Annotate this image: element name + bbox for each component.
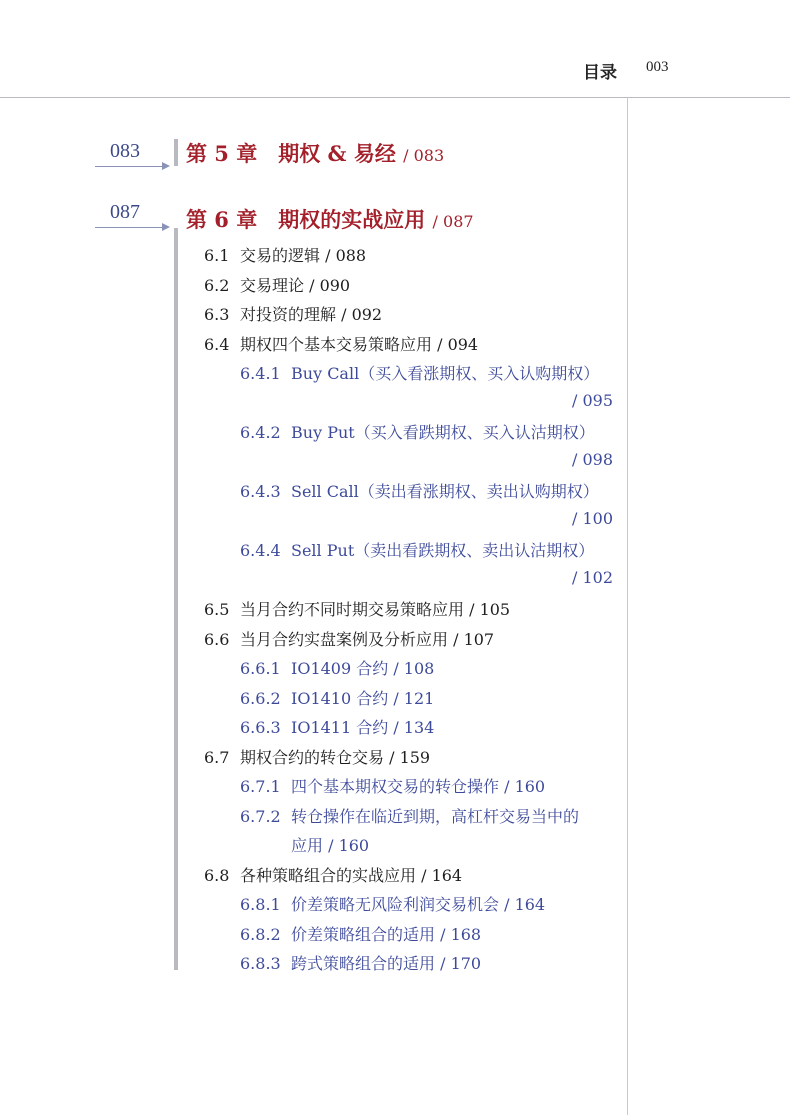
margin-pointer-line (95, 166, 163, 167)
chapter-5-heading[interactable] (186, 138, 444, 168)
toc-entry-6-8-1[interactable]: 6.8.1 价差策略无风险利润交易机会 / 164 (240, 895, 546, 914)
chapter-6-bar (174, 228, 178, 970)
toc-entry-6-7-2[interactable]: 6.7.2 转仓操作在临近到期，高杠杆交易当中的 (240, 807, 580, 826)
toc-entry-6-7-2-continued: 应用 / 160 (291, 836, 370, 855)
toc-entry-6-8-3[interactable]: 6.8.3 跨式策略组合的适用 / 170 (240, 954, 482, 973)
toc-entry-6-6-1[interactable]: 6.6.1 IO1409 合约 / 108 (240, 659, 435, 678)
toc-entry-6-6[interactable]: 6.6 当月合约实盘案例及分析应用 / 107 (204, 630, 495, 649)
toc-entry-6-7-1[interactable]: 6.7.1 四个基本期权交易的转仓操作 / 160 (240, 777, 546, 796)
toc-entry-6-8-2[interactable]: 6.8.2 价差策略组合的适用 / 168 (240, 925, 482, 944)
toc-entry-6-6-2[interactable]: 6.6.2 IO1410 合约 / 121 (240, 689, 435, 708)
chapter-5-title: 第 5 章 期权 & 易经 (186, 141, 396, 166)
toc-entry-6-4-2-page: / 098 (571, 450, 613, 469)
margin-rule (627, 97, 628, 1115)
toc-entry-6-5[interactable]: 6.5 当月合约不同时期交易策略应用 / 105 (204, 600, 511, 619)
toc-entry-6-4-2[interactable]: 6.4.2 Buy Put（买入看跌期权、买入认沽期权） (240, 423, 595, 442)
chapter-6-title: 第 6 章 期权的实战应用 (186, 207, 426, 232)
toc-entry-6-4-1-page: / 095 (571, 391, 613, 410)
toc-entry-6-8[interactable]: 6.8 各种策略组合的实战应用 / 164 (204, 866, 463, 885)
chapter-5-bar (174, 139, 178, 166)
margin-page-number-ch5: 083 (110, 140, 140, 162)
toc-entry-6-4-1[interactable]: 6.4.1 Buy Call（买入看涨期权、买入认购期权） (240, 364, 600, 383)
chapter-5-page: / 083 (403, 146, 445, 165)
toc-entry-6-4-3-page: / 100 (571, 509, 613, 528)
running-header-title: 目录 (583, 63, 617, 83)
arrow-right-icon (162, 223, 170, 231)
chapter-6-heading[interactable] (186, 204, 474, 234)
toc-entry-6-6-3[interactable]: 6.6.3 IO1411 合约 / 134 (240, 718, 435, 737)
toc-entry-6-3[interactable]: 6.3 对投资的理解 / 092 (204, 305, 383, 324)
margin-pointer-line (95, 227, 163, 228)
margin-page-number-ch6: 087 (110, 201, 140, 223)
toc-entry-6-7[interactable]: 6.7 期权合约的转仓交易 / 159 (204, 748, 431, 767)
arrow-right-icon (162, 162, 170, 170)
toc-entry-6-4-3[interactable]: 6.4.3 Sell Call（卖出看涨期权、卖出认购期权） (240, 482, 599, 501)
running-header-page-number: 003 (646, 59, 669, 75)
toc-entry-6-4[interactable]: 6.4 期权四个基本交易策略应用 / 094 (204, 335, 479, 354)
toc-entry-6-4-4[interactable]: 6.4.4 Sell Put（卖出看跌期权、卖出认沽期权） (240, 541, 595, 560)
toc-entry-6-2[interactable]: 6.2 交易理论 / 090 (204, 276, 351, 295)
header-rule (0, 97, 790, 98)
chapter-6-page: / 087 (432, 212, 474, 231)
toc-entry-6-1[interactable]: 6.1 交易的逻辑 / 088 (204, 246, 367, 265)
toc-entry-6-4-4-page: / 102 (571, 568, 613, 587)
